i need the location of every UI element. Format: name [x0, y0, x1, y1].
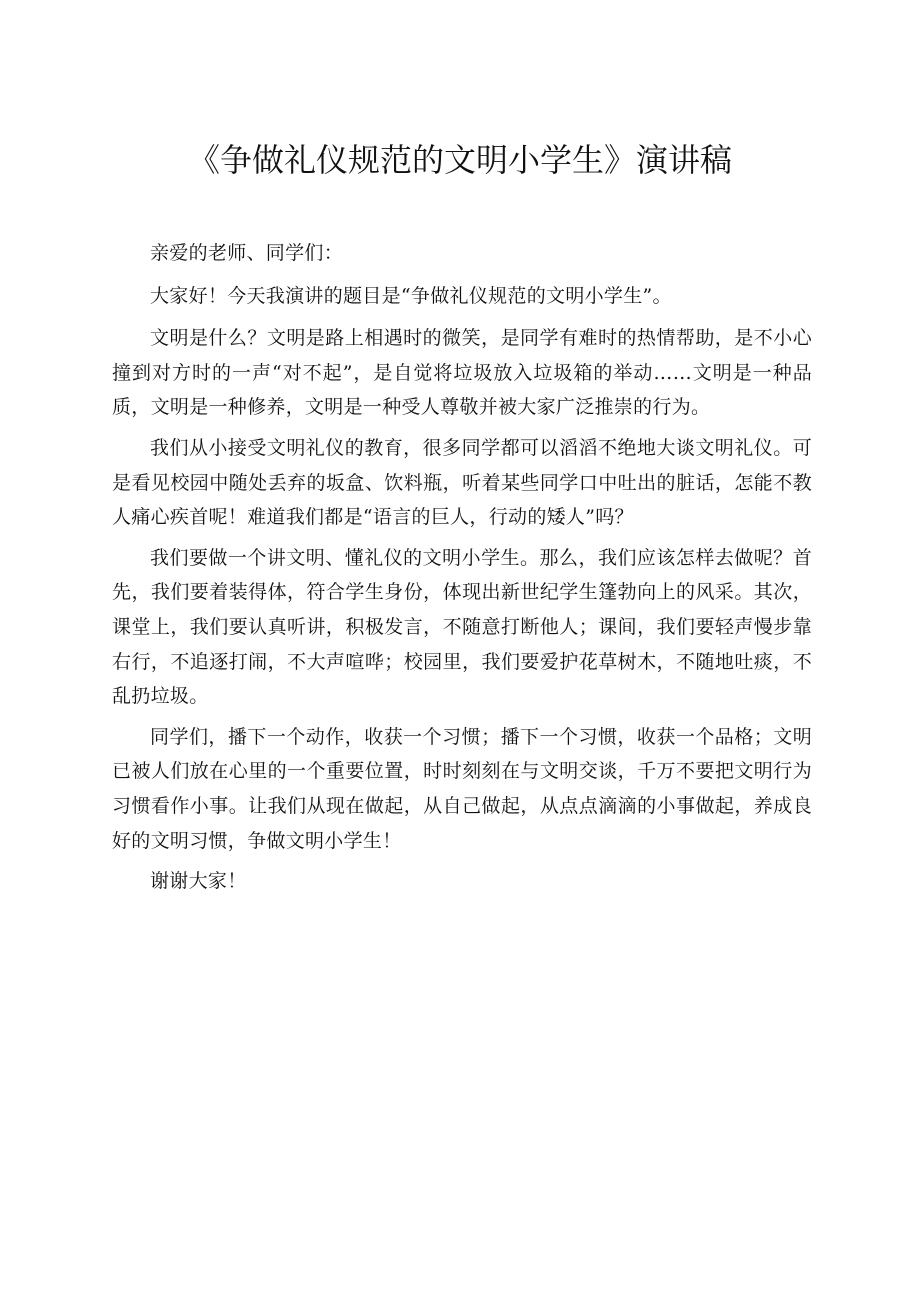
paragraph-what-is-civility: 文明是什么？文明是路上相遇时的微笑，是同学有难时的热情帮助，是不小心撞到对方时的一声“对不起”，是自觉将垃圾放入垃圾箱的举动……文明是一种品质，文明是一种修养，文明是一种受人尊敬并被大家广泛推崇的行为。	[112, 327, 812, 419]
paragraph-how-to-act: 我们要做一个讲文明、懂礼仪的文明小学生。那么，我们应该怎样去做呢？首先，我们要着装得体，符合学生身份，体现出新世纪学生篷勃向上的风采。其次，课堂上，我们要认真听讲，积极发言，不随意打断他人；课间，我们要轻声慢步靠右行，不追逐打闹，不大声喧哗；校园里，我们要爱护花草树木，不随地吐痰，不乱扔垃圾。	[112, 546, 812, 708]
closing-thanks: 谢谢大家！	[150, 870, 247, 893]
speech-body	[112, 236, 812, 899]
document-title: 《争做礼仪规范的文明小学生》演讲稿	[187, 141, 732, 179]
paragraph-greeting: 大家好！今天我演讲的题目是“争做礼仪规范的文明小学生”。	[150, 284, 672, 307]
salutation: 亲爱的老师、同学们：	[150, 242, 344, 264]
paragraph-call-to-action: 同学们，播下一个动作，收获一个习惯；播下一个习惯，收获一个品格；文明已被人们放在心里的一个重要位置，时时刻刻在与文明交谈，千万不要把文明行为习惯看作小事。让我们从现在做起，从自己做起，从点点滴滴的小事做起，养成良好的文明习惯，争做文明小学生！	[112, 725, 812, 852]
paragraph-problems: 我们从小接受文明礼仪的教育，很多同学都可以滔滔不绝地大谈文明礼仪。可是看见校园中随处丢弃的坂盒、饮料瓶，听着某些同学口中吐出的脏话，怎能不教人痛心疾首呢！难道我们都是“语言的巨人，行动的矮人”吗？	[112, 436, 812, 529]
